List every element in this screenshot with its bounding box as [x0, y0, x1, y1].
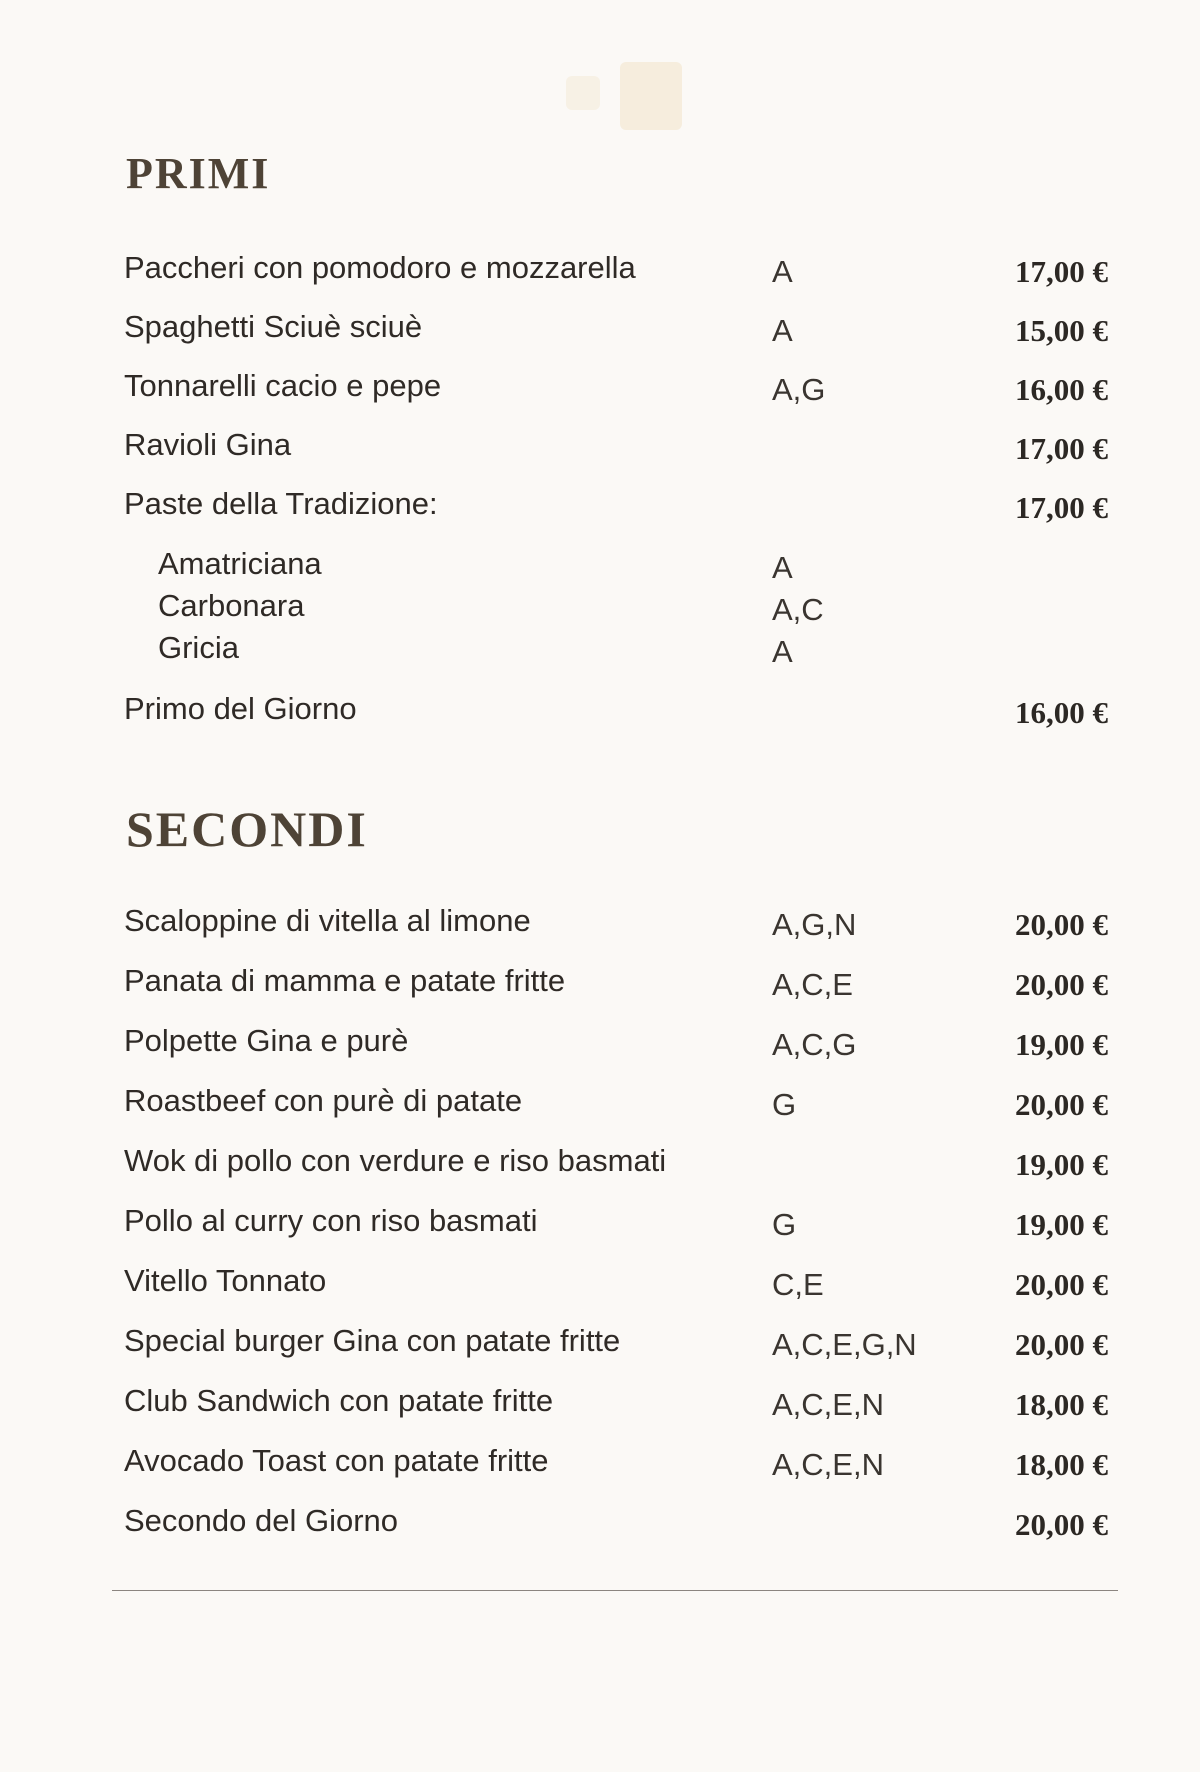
item-price: 19,00 € — [1015, 1147, 1108, 1182]
item-price: 16,00 € — [1015, 372, 1108, 407]
item-name: Pollo al curry con riso basmati — [124, 1203, 538, 1238]
menu-item — [0, 1443, 1200, 1493]
item-name: Carbonara — [158, 588, 305, 623]
item-price: 19,00 € — [1015, 1207, 1108, 1242]
menu-item — [0, 427, 1200, 477]
menu-item — [0, 368, 1200, 418]
item-name: Amatriciana — [158, 546, 322, 581]
item-price: 20,00 € — [1015, 1507, 1108, 1542]
item-price: 20,00 € — [1015, 907, 1108, 942]
item-name: Spaghetti Sciuè sciuè — [124, 309, 423, 344]
item-allergens: A,C,E,N — [772, 1447, 884, 1482]
item-name: Secondo del Giorno — [124, 1503, 399, 1538]
bottom-divider — [112, 1590, 1118, 1591]
item-allergens: A — [772, 254, 793, 289]
item-name: Scaloppine di vitella al limone — [124, 903, 531, 938]
menu-item — [0, 1383, 1200, 1433]
item-name: Gricia — [158, 630, 239, 665]
menu-item — [0, 903, 1200, 953]
item-allergens: A — [772, 550, 793, 585]
paper-stain-small — [566, 76, 600, 110]
item-name: Paste della Tradizione: — [124, 486, 438, 521]
menu-item — [0, 1083, 1200, 1133]
item-price: 18,00 € — [1015, 1447, 1108, 1482]
item-allergens: A,G,N — [772, 907, 857, 942]
item-name: Roastbeef con purè di patate — [124, 1083, 523, 1118]
item-price: 17,00 € — [1015, 490, 1108, 525]
item-allergens: A,C,E — [772, 967, 853, 1002]
menu-subitem — [0, 630, 1200, 680]
item-price: 19,00 € — [1015, 1027, 1108, 1062]
item-allergens: A,G — [772, 372, 826, 407]
item-name: Polpette Gina e purè — [124, 1023, 409, 1058]
item-name: Vitello Tonnato — [124, 1263, 327, 1298]
item-price: 17,00 € — [1015, 431, 1108, 466]
item-allergens: A,C,G — [772, 1027, 857, 1062]
menu-item — [0, 1203, 1200, 1253]
item-allergens: G — [772, 1207, 797, 1242]
item-allergens: C,E — [772, 1267, 824, 1302]
item-name: Club Sandwich con patate fritte — [124, 1383, 554, 1418]
item-name: Wok di pollo con verdure e riso basmati — [124, 1143, 667, 1178]
item-allergens: A,C,E,G,N — [772, 1327, 917, 1362]
menu-item — [0, 486, 1200, 536]
paper-stain — [620, 62, 682, 130]
menu-item — [0, 309, 1200, 359]
item-allergens: G — [772, 1087, 797, 1122]
item-allergens: A — [772, 634, 793, 669]
item-price: 18,00 € — [1015, 1387, 1108, 1422]
menu-item — [0, 250, 1200, 300]
menu-item — [0, 1263, 1200, 1313]
menu-item — [0, 691, 1200, 741]
menu-item — [0, 1023, 1200, 1073]
section-title-secondi: SECONDI — [126, 801, 368, 857]
item-name: Special burger Gina con patate fritte — [124, 1323, 621, 1358]
item-name: Panata di mamma e patate fritte — [124, 963, 566, 998]
item-name: Ravioli Gina — [124, 427, 292, 462]
item-allergens: A — [772, 313, 793, 348]
item-allergens: A,C,E,N — [772, 1387, 884, 1422]
menu-item — [0, 1503, 1200, 1553]
item-price: 20,00 € — [1015, 1327, 1108, 1362]
item-name: Avocado Toast con patate fritte — [124, 1443, 549, 1478]
item-price: 20,00 € — [1015, 1267, 1108, 1302]
item-price: 20,00 € — [1015, 967, 1108, 1002]
item-allergens: A,C — [772, 592, 824, 627]
menu-item — [0, 1143, 1200, 1193]
item-name: Tonnarelli cacio e pepe — [124, 368, 442, 403]
item-name: Paccheri con pomodoro e mozzarella — [124, 250, 636, 285]
item-price: 20,00 € — [1015, 1087, 1108, 1122]
item-name: Primo del Giorno — [124, 691, 357, 726]
menu-item — [0, 963, 1200, 1013]
item-price: 16,00 € — [1015, 695, 1108, 730]
item-price: 17,00 € — [1015, 254, 1108, 289]
item-price: 15,00 € — [1015, 313, 1108, 348]
menu-item — [0, 1323, 1200, 1373]
section-title-primi: PRIMI — [126, 149, 271, 198]
